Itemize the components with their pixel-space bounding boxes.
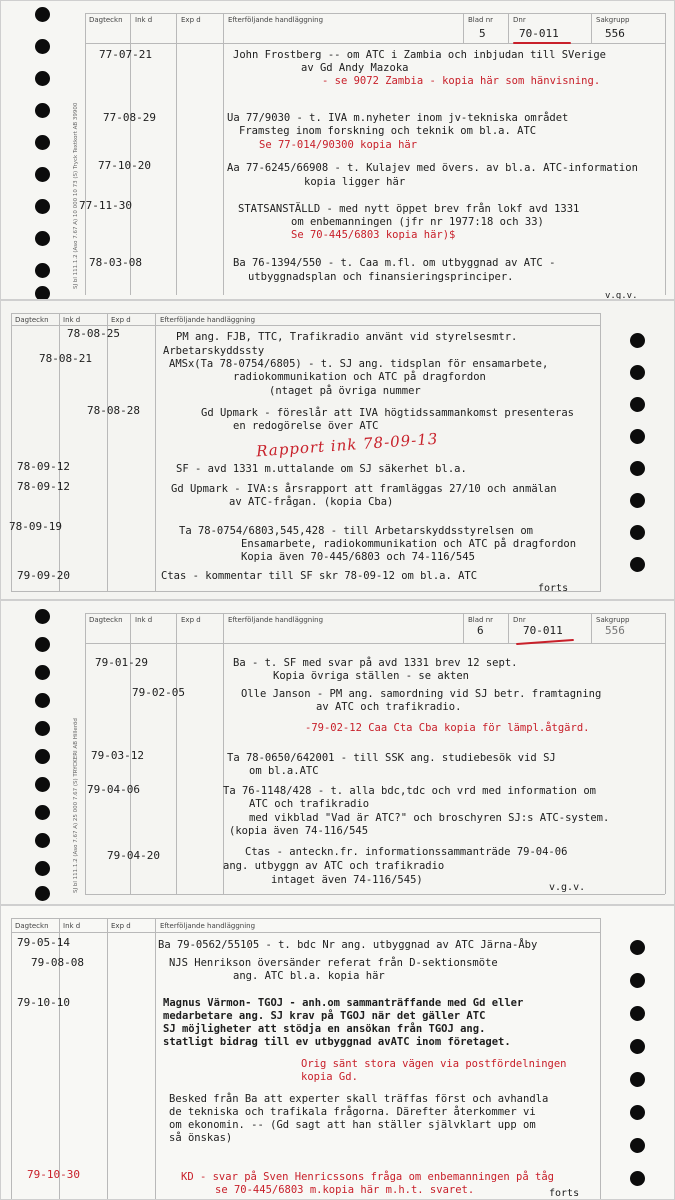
entry-line: Ensamarbete, radiokommunikation och ATC på dragfordon [241,538,577,550]
col-header-dagteckn: Dagteckn [15,922,49,930]
punch-hole [630,333,645,348]
col-header-ink: Ink d [63,922,81,930]
entry-line: Framsteg inom forskning och teknik om bl.a. ATC [239,125,537,137]
entry-line: Ba - t. SF med svar på avd 1331 brev 12 sept. [233,657,518,669]
entry-line: om bl.a.ATC [249,765,319,777]
punch-hole [630,1072,645,1087]
entry-date: 77-08-29 [103,111,156,124]
entry-line: Ba 79-0562/55105 - t. bdc Nr ang. utbyggnad av ATC Järna-Åby [158,939,538,951]
punch-hole [35,71,50,86]
punch-hole [35,861,50,876]
punch-hole [35,693,50,708]
entry-line: STATSANSTÄLLD - med nytt öppet brev från lokf avd 1331 [238,203,580,215]
punch-hole [630,973,645,988]
col-header-exp: Exp d [111,316,131,324]
col-header-handlaggning: Efterföljande handläggning [160,316,256,324]
col-header-blad: Blad nr [468,616,494,624]
entry-line: kopia ligger här [304,176,406,188]
entry-line: Ta 78-0650/642001 - till SSK ang. studiebesök vid SJ [227,752,556,764]
punch-hole [630,525,645,540]
entry-date: 78-09-12 [17,480,70,493]
punch-hole [35,721,50,736]
entry-line: PM ang. FJB, TTC, Trafikradio använt vid styrelsesmtr. [176,331,518,343]
entry-line: en redogörelse över ATC [233,420,379,432]
entry-line: med vikblad "Vad är ATC?" och broschyren SJ:s ATC-system. [249,812,610,824]
punch-hole [630,1138,645,1153]
col-header-handlaggning: Efterföljande handläggning [228,16,324,24]
punch-hole [35,609,50,624]
entry-date: 79-10-10 [17,996,70,1009]
entry-line: Kopia även 70-445/6803 och 74-116/545 [241,551,475,563]
dnr-underline [516,639,574,645]
col-header-exp: Exp d [181,16,201,24]
entry-date: 78-08-25 [67,327,120,340]
col-header-blad: Blad nr [468,16,494,24]
register-card-2 [0,300,675,600]
entry-line: (kopia även 74-116/545 [229,825,369,837]
vgv-note: v.g.v. [605,291,638,300]
entry-line: ATC och trafikradio [249,798,370,810]
punch-hole [35,286,50,300]
punch-hole [630,397,645,412]
entry-date: 78-03-08 [89,256,142,269]
entry-line: Ta 78-0754/6803,545,428 - till Arbetarskyddsstyrelsen om [179,525,534,537]
entry-line: av Gd Andy Mazoka [301,62,409,74]
col-header-exp: Exp d [181,616,201,624]
punch-hole [35,749,50,764]
entry-line: Kopia övriga ställen - se akten [273,670,469,682]
entry-red-note: Se 70-445/6803 kopia här)$ [291,229,456,241]
punch-hole [630,429,645,444]
col-header-handlaggning: Efterföljande handläggning [160,922,256,930]
punch-hole [35,833,50,848]
entry-date: 79-10-30 [27,1168,80,1181]
blad-number: 6 [477,624,484,637]
entry-line: (ntaget på övriga nummer [269,385,421,397]
entry-line: radiokommunikation och ATC på dragfordon [233,371,486,383]
entry-line: de tekniska och trafikala frågorna. Därefter återkommer vi [169,1106,536,1118]
register-card-4 [0,905,675,1200]
col-header-ink: Ink d [63,316,81,324]
entry-red-note: - se 9072 Zambia - kopia här som hänvisning. [322,75,601,87]
entry-date: 77-07-21 [99,48,152,61]
punch-hole [35,777,50,792]
entry-date: 79-09-20 [17,569,70,582]
col-header-dagteckn: Dagteckn [89,616,123,624]
entry-red-note: -79-02-12 Caa Cta Cba kopia för lämpl.åtgärd. [305,722,590,734]
entry-red-note: Orig sänt stora vägen via postfördelningen [301,1058,567,1070]
entry-line: Ba 76-1394/550 - t. Caa m.fl. om utbyggnad av ATC - [233,257,556,269]
entry-date: 77-11-30 [79,199,132,212]
punch-hole [630,557,645,572]
col-header-dagteckn: Dagteckn [15,316,49,324]
entry-date: 78-08-21 [39,352,92,365]
entry-line: statligt bidrag till ev utbyggnad avATC inom företaget. [163,1036,511,1048]
punch-hole [35,263,50,278]
sakgrupp-number: 556 [605,27,625,40]
punch-hole [630,940,645,955]
punch-hole [35,7,50,22]
entry-date: 79-01-29 [95,656,148,669]
entry-line: om ekonomin. -- (Gd sagt att han ställer självklart upp om [169,1119,536,1131]
entry-line: SF - avd 1331 m.uttalande om SJ säkerhet bl.a. [176,463,467,475]
register-card-3 [0,600,675,905]
entry-date: 79-04-20 [107,849,160,862]
entry-annotation: Arbetarskyddssty [163,345,265,357]
punch-hole [35,103,50,118]
forts-note: forts [538,583,569,594]
sakgrupp-number: 556 [605,624,625,637]
punch-hole [630,1171,645,1186]
entry-date: 79-03-12 [91,749,144,762]
entry-line: ang. utbyggn av ATC och trafikradio [223,860,445,872]
col-header-dagteckn: Dagteckn [89,16,123,24]
print-code: SJ bl 111.1.2 (Aso 7.67 A) 25 000 7.67 (S) TRYCKERI AB Hilleröd [73,718,79,893]
entry-line: AMSx(Ta 78-0754/6805) - t. SJ ang. tidsplan för ensamarbete, [169,358,549,370]
entry-line: Ua 77/9030 - t. IVA m.nyheter inom jv-tekniska området [227,112,569,124]
punch-hole [35,231,50,246]
dnr-underline [513,42,571,44]
punch-hole [35,167,50,182]
entry-line: NJS Henrikson översänder referat från D-sektionsmöte [169,957,498,969]
entry-line: Olle Janson - PM ang. samordning vid SJ betr. framtagning [241,688,602,700]
entry-date: 78-09-19 [9,520,62,533]
entry-line: Aa 77-6245/66908 - t. Kulajev med övers. av bl.a. ATC-information [227,162,638,174]
entry-red-note: se 70-445/6803 m.kopia här m.h.t. svaret. [215,1184,475,1196]
punch-hole [630,1006,645,1021]
entry-date: 77-10-20 [98,159,151,172]
entry-line: SJ möjligheter att stödja en ansökan från TGOJ ang. [163,1023,486,1035]
punch-hole [35,665,50,680]
col-header-exp: Exp d [111,922,131,930]
entry-line: Besked från Ba att experter skall träffas först och avhandla [169,1093,549,1105]
entry-line: medarbetare ang. SJ krav på TGOJ när det gäller ATC [163,1010,486,1022]
blad-number: 5 [479,27,486,40]
entry-line: Magnus Värmon- TGOJ - anh.om sammanträffande med Gd eller [163,997,524,1009]
entry-date: 78-08-28 [87,404,140,417]
punch-hole [35,805,50,820]
handwritten-report-note: Rapport ink 78-09-13 [255,429,439,461]
entry-line: John Frostberg -- om ATC i Zambia och inbjudan till SVerige [233,49,606,61]
vgv-note: v.g.v. [549,882,586,893]
entry-line: Ctas - anteckn.fr. informationssammanträde 79-04-06 [245,846,568,858]
entry-date: 79-08-08 [31,956,84,969]
col-header-ink: Ink d [135,616,153,624]
entry-line: ang. ATC bl.a. kopia här [233,970,385,982]
entry-red-note: Se 77-014/90300 kopia här [259,139,418,151]
col-header-sakgrupp: Sakgrupp [596,616,630,624]
punch-hole [35,199,50,214]
punch-hole [35,39,50,54]
col-header-handlaggning: Efterföljande handläggning [228,616,324,624]
entry-line: Ta 76-1148/428 - t. alla bdc,tdc och vrd med information om [223,785,596,797]
punch-hole [35,886,50,901]
entry-line: intaget även 74-116/545) [271,874,423,886]
register-card-1 [0,0,675,300]
entry-line: av ATC-frågan. (kopia Cba) [229,496,394,508]
punch-hole [630,1039,645,1054]
entry-line: Gd Upmark - föreslår att IVA högtidssammankomst presenteras [201,407,574,419]
print-code: SJ bl 111.1.2 (Aso 7.67 A) 10 000 10 73 (S) Tryck Textkort AB 39900 [73,102,79,289]
entry-red-note: kopia Gd. [301,1071,358,1083]
entry-date: 78-09-12 [17,460,70,473]
punch-hole [35,135,50,150]
entry-line: Ctas - kommentar till SF skr 78-09-12 om bl.a. ATC [161,570,478,582]
entry-line: av ATC och trafikradio. [316,701,462,713]
col-header-dnr: Dnr [513,16,526,24]
entry-line: så önskas) [169,1132,233,1144]
entry-date: 79-04-06 [87,783,140,796]
entry-line: Gd Upmark - IVA:s årsrapport att framläggas 27/10 och anmälan [171,483,557,495]
punch-hole [630,1105,645,1120]
entry-line: om enbemanningen (jfr nr 1977:18 och 33) [291,216,544,228]
punch-hole [630,493,645,508]
entry-date: 79-05-14 [17,936,70,949]
punch-hole [630,365,645,380]
col-header-sakgrupp: Sakgrupp [596,16,630,24]
forts-note: forts [549,1188,580,1199]
entry-date: 79-02-05 [132,686,185,699]
col-header-dnr: Dnr [513,616,526,624]
dnr-number: 70-011 [519,27,559,40]
dnr-number: 70-011 [523,624,563,637]
col-header-ink: Ink d [135,16,153,24]
punch-hole [35,637,50,652]
entry-red-note: KD - svar på Sven Henricssons fråga om enbemanningen på tåg [181,1171,554,1183]
punch-hole [630,461,645,476]
entry-line: utbyggnadsplan och finansieringsprinciper. [248,271,514,283]
